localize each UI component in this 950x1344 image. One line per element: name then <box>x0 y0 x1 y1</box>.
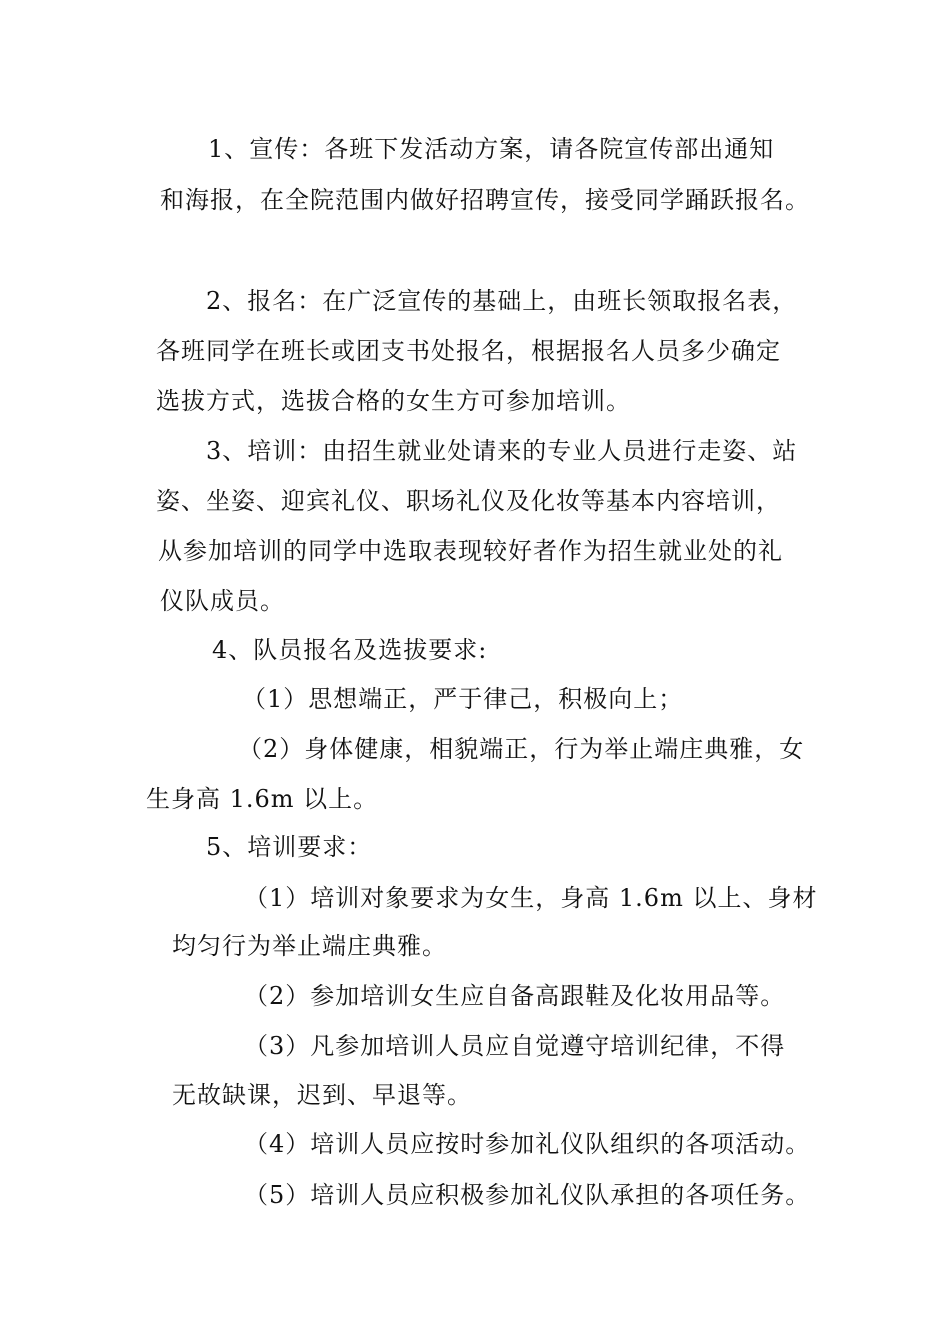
text-line: 3、培训：由招生就业处请来的专业人员进行走姿、站 <box>206 437 798 465</box>
text-line: （1）培训对象要求为女生，身高 1.6m 以上、身材 <box>244 884 818 912</box>
text-line: 各班同学在班长或团支书处报名，根据报名人员多少确定 <box>156 337 781 365</box>
text-line: 和海报，在全院范围内做好招聘宣传，接受同学踊跃报名。 <box>160 186 810 214</box>
text-line: （3）凡参加培训人员应自觉遵守培训纪律，不得 <box>244 1032 786 1060</box>
text-line: （2）参加培训女生应自备高跟鞋及化妆用品等。 <box>244 982 786 1010</box>
text-line: 2、报名：在广泛宣传的基础上，由班长领取报名表， <box>206 287 798 315</box>
text-line: 生身高 1.6m 以上。 <box>146 785 379 813</box>
text-line: 无故缺课，迟到、早退等。 <box>172 1081 472 1109</box>
text-line: 5、培训要求： <box>206 833 373 861</box>
text-line: 均匀行为举止端庄典雅。 <box>172 932 447 960</box>
text-line: 1、宣传：各班下发活动方案，请各院宣传部出通知 <box>208 135 775 163</box>
text-line: 姿、坐姿、迎宾礼仪、职场礼仪及化妆等基本内容培训， <box>156 487 781 515</box>
text-line: 从参加培训的同学中选取表现较好者作为招生就业处的礼 <box>158 537 783 565</box>
text-line: （4）培训人员应按时参加礼仪队组织的各项活动。 <box>244 1130 811 1158</box>
text-line: （1）思想端正，严于律己，积极向上； <box>242 685 684 713</box>
text-line: （2）身体健康，相貌端正，行为举止端庄典雅，女 <box>238 735 805 763</box>
text-line: 选拔方式，选拔合格的女生方可参加培训。 <box>156 387 631 415</box>
text-line: 4、队员报名及选拔要求: <box>212 636 488 664</box>
text-line: 仪队成员。 <box>160 587 285 615</box>
text-line: （5）培训人员应积极参加礼仪队承担的各项任务。 <box>244 1181 811 1209</box>
